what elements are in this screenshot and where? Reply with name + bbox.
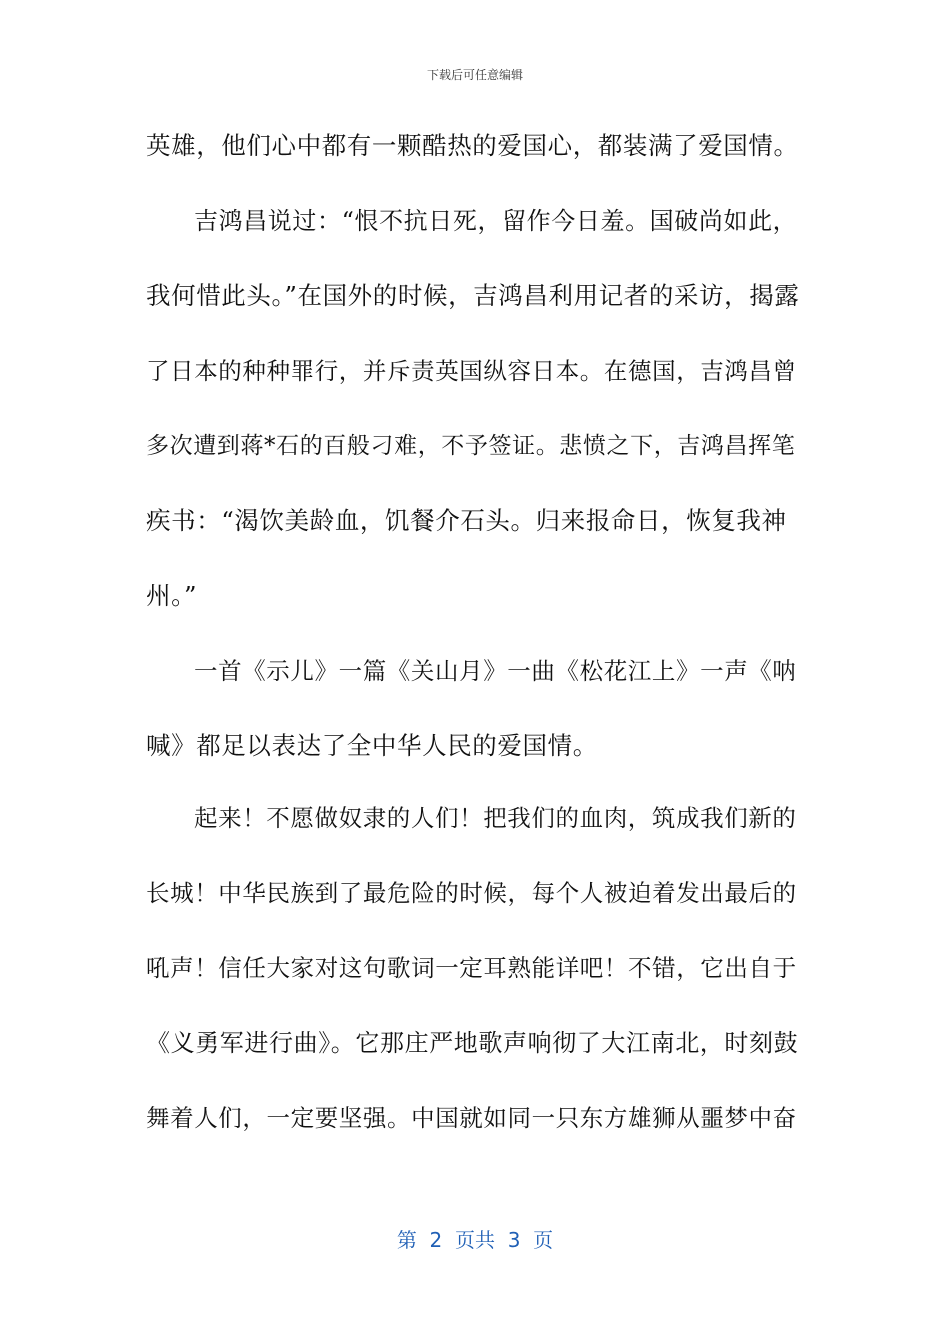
paragraph-4-line-4: 《义勇军进行曲》。它那庄严地歌声响彻了大江南北，时刻鼓: [146, 1029, 799, 1057]
paragraph-1-line-1: 英雄，他们心中都有一颗酷热的爱国心，都装满了爱国情。: [146, 131, 799, 160]
paragraph-2-line-4: 多次遭到蒋*石的百般刁难，不予签证。悲愤之下，吉鸿昌挥笔: [146, 433, 796, 459]
paragraph-3-line-2: 喊》都足以表达了全中华人民的爱国情。: [146, 731, 598, 760]
paragraph-2-line-2: 我何惜此头。”在国外的时候，吉鸿昌利用记者的采访，揭露: [146, 281, 800, 310]
paragraph-2-line-1: 吉鸿昌说过：“恨不抗日死，留作今日羞。国破尚如此，: [194, 207, 798, 235]
paragraph-2-line-6: 州。”: [146, 581, 198, 610]
page-number-footer: 第 2 页共 3 页: [396, 1228, 554, 1252]
paragraph-4-line-3: 吼声！信任大家对这句歌词一定耳熟能详吧！不错，它出自于: [146, 954, 797, 982]
paragraph-4-line-5: 舞着人们，一定要坚强。中国就如同一只东方雄狮从噩梦中奋: [146, 1104, 797, 1132]
paragraph-3-line-1: 一首《示儿》一篇《关山月》一曲《松花江上》一声《呐: [194, 657, 797, 685]
paragraph-4-line-2: 长城！中华民族到了最危险的时候，每个人被迫着发出最后的: [146, 879, 797, 907]
paragraph-4-line-1: 起来！不愿做奴隶的人们！把我们的血肉，筑成我们新的: [194, 804, 797, 832]
paragraph-2-line-3: 了日本的种种罪行，并斥责英国纵容日本。在德国，吉鸿昌曾: [146, 357, 797, 385]
header-note: 下载后可任意编辑: [426, 68, 523, 82]
paragraph-2-line-5: 疾书：“渴饮美龄血，饥餐介石头。归来报命日，恢复我神: [146, 506, 787, 535]
